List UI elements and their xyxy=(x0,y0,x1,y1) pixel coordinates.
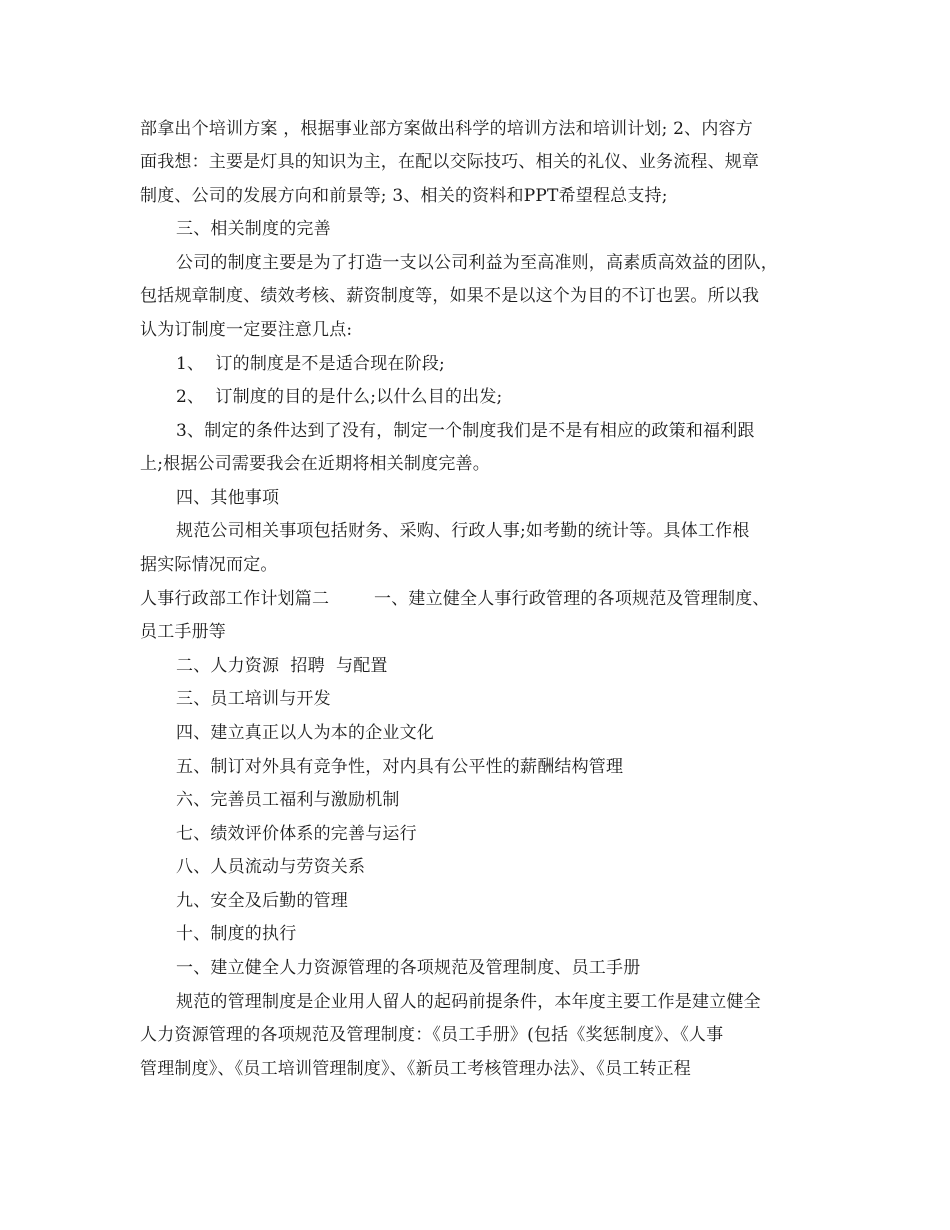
list-item: 二、人力资源 招聘 与配置 xyxy=(176,656,388,676)
text-line: 公司的制度主要是为了打造一支以公司利益为至高准则，高素质高效益的团队， xyxy=(176,253,778,273)
text-line: 面我想：主要是灯具的知识为主，在配以交际技巧、相关的礼仪、业务流程、规章 xyxy=(140,152,760,172)
list-item: 八、人员流动与劳资关系 xyxy=(176,857,366,877)
text-line: 据实际情况而定。 xyxy=(140,555,278,575)
list-item: 十、制度的执行 xyxy=(176,924,297,944)
list-item: 五、制订对外具有竞争性，对内具有公平性的薪酬结构管理 xyxy=(176,757,624,777)
list-item: 六、完善员工福利与激励机制 xyxy=(176,790,400,810)
text-line: 部拿出个培训方案 ，根据事业部方案做出科学的培训方法和培训计划; 2、内容方 xyxy=(140,119,753,139)
list-item: 四、建立真正以人为本的企业文化 xyxy=(176,723,434,743)
section-heading: 四、其他事项 xyxy=(176,488,280,508)
text-line: 认为订制度一定要注意几点: xyxy=(140,320,353,340)
list-item: 九、安全及后勤的管理 xyxy=(176,891,348,911)
text-line: 规范的管理制度是企业用人留人的起码前提条件，本年度主要工作是建立健全 xyxy=(176,992,761,1012)
text-line: 制度、公司的发展方向和前景等; 3、相关的资料和PPT希望程总支持; xyxy=(140,186,668,206)
text-line: 管理制度》、《员工培训管理制度》、《新员工考核管理办法》、《员工转正程 xyxy=(140,1059,691,1079)
text-line: 员工手册等 xyxy=(140,622,226,642)
text-line: 规范公司相关事项包括财务、采购、行政人事;如考勤的统计等。具体工作根 xyxy=(176,521,750,541)
list-item: 1、 订的制度是不是适合现在阶段; xyxy=(176,354,445,374)
text-line: 人事行政部工作计划篇二 一、建立健全人事行政管理的各项规范及管理制度、 xyxy=(140,589,770,609)
list-item: 七、绩效评价体系的完善与运行 xyxy=(176,824,417,844)
list-item: 三、员工培训与开发 xyxy=(176,689,331,709)
list-item: 3、制定的条件达到了没有，制定一个制度我们是不是有相应的政策和福利跟 xyxy=(176,421,755,441)
list-item: 2、 订制度的目的是什么;以什么目的出发; xyxy=(176,387,503,407)
section-heading: 一、建立健全人力资源管理的各项规范及管理制度、员工手册 xyxy=(176,958,641,978)
text-line: 人力资源管理的各项规范及管理制度：《员工手册》(包括《奖惩制度》、《人事 xyxy=(140,1025,724,1045)
text-line: 上;根据公司需要我会在近期将相关制度完善。 xyxy=(140,454,490,474)
section-heading: 三、相关制度的完善 xyxy=(176,219,331,239)
text-line: 包括规章制度、绩效考核、薪资制度等，如果不是以这个为目的不订也罢。所以我 xyxy=(140,286,760,306)
